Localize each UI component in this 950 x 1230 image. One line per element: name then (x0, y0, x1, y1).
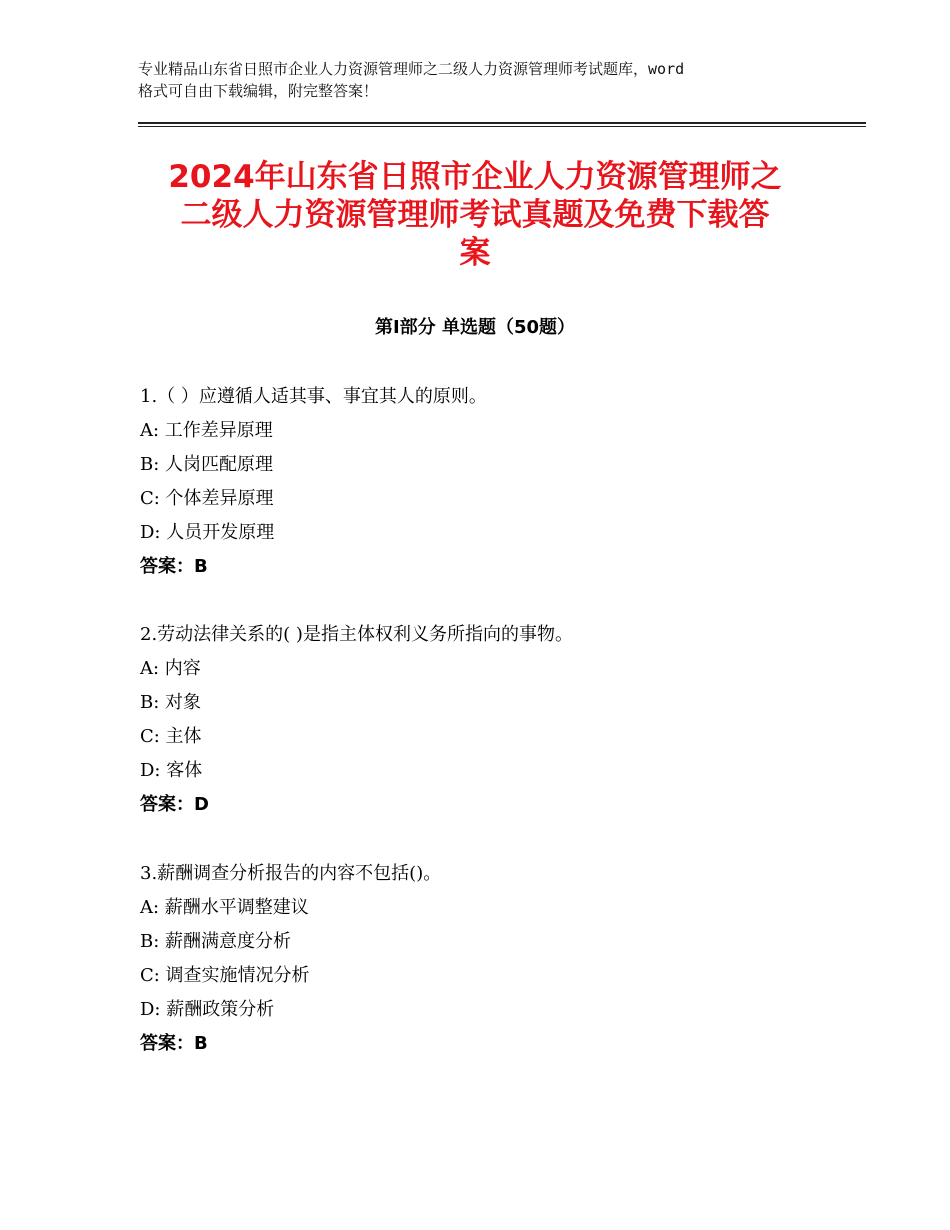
question-block (140, 618, 840, 822)
title-line: 2024年山东省日照市企业人力资源管理师之 (168, 159, 782, 195)
section-heading: 第Ⅰ部分 单选题（50题） (374, 317, 575, 338)
option-b: B: 薪酬满意度分析 (140, 931, 292, 952)
header-note-line: 专业精品山东省日照市企业人力资源管理师之二级人力资源管理师考试题库，word (138, 60, 685, 78)
option-b: B: 对象 (140, 692, 202, 713)
answer: 答案：B (140, 1033, 208, 1054)
option-d: D: 人员开发原理 (140, 522, 275, 543)
question-text: 1.（ ）应遵循人适其事、事宜其人的原则。 (140, 386, 487, 407)
option-d: D: 客体 (140, 760, 203, 781)
answer: 答案：B (140, 556, 208, 577)
option-a: A: 薪酬水平调整建议 (140, 897, 309, 918)
title-line: 二级人力资源管理师考试真题及免费下载答 (180, 197, 770, 233)
question-text: 3.薪酬调查分析报告的内容不包括()。 (140, 863, 442, 884)
option-c: C: 个体差异原理 (140, 488, 274, 509)
option-a: A: 内容 (140, 658, 201, 679)
answer: 答案：D (140, 794, 209, 815)
option-b: B: 人岗匹配原理 (140, 454, 274, 475)
option-d: D: 薪酬政策分析 (140, 999, 275, 1020)
option-a: A: 工作差异原理 (140, 420, 273, 441)
header-note-line: 格式可自由下载编辑，附完整答案！ (138, 82, 379, 100)
option-c: C: 主体 (140, 726, 202, 747)
question-block (140, 380, 840, 584)
header-rule-thin (138, 126, 866, 127)
question-block (140, 857, 840, 1061)
title-line: 案 (459, 235, 491, 271)
header-note (138, 58, 838, 102)
option-c: C: 调查实施情况分析 (140, 965, 310, 986)
question-text: 2.劳动法律关系的( )是指主体权利义务所指向的事物。 (140, 624, 573, 645)
header-rule-thick (138, 122, 866, 124)
document-title (138, 158, 812, 272)
